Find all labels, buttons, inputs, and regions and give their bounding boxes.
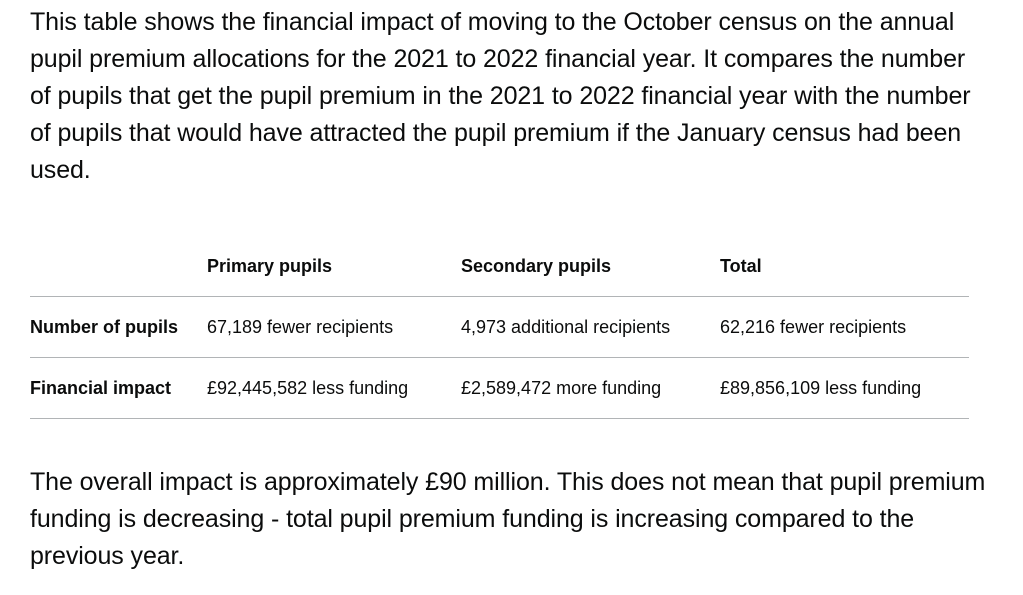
row-label-financial-impact: Financial impact — [30, 358, 207, 419]
table-cell: £2,589,472 more funding — [461, 358, 720, 419]
table-cell: 4,973 additional recipients — [461, 297, 720, 358]
table-header-total: Total — [720, 236, 969, 297]
table-cell: £89,856,109 less funding — [720, 358, 969, 419]
financial-impact-table — [30, 236, 969, 419]
table-cell: 62,216 fewer recipients — [720, 297, 969, 358]
outro-paragraph: The overall impact is approximately £90 million. This does not mean that pupil premium funding is decreasing - total pupil premium funding is increasing compared to the previous year. — [30, 468, 986, 570]
table-cell: £92,445,582 less funding — [207, 358, 461, 419]
table-row — [30, 358, 969, 419]
table-row — [30, 297, 969, 358]
table-cell: 67,189 fewer recipients — [207, 297, 461, 358]
table-header-empty — [30, 236, 207, 297]
table-header-row — [30, 236, 969, 297]
table-header-secondary: Secondary pupils — [461, 236, 720, 297]
row-label-number-of-pupils: Number of pupils — [30, 297, 207, 358]
table-header-primary: Primary pupils — [207, 236, 461, 297]
intro-paragraph: This table shows the financial impact of moving to the October census on the annual pupil premium allocations for the 2021 to 2022 financial year. It compares the number of pupils that get the pupil premium in the 2021 to 2022 financial year with the number of pupils that would have attracted the pupil premium if the January census had been used. — [30, 8, 971, 184]
